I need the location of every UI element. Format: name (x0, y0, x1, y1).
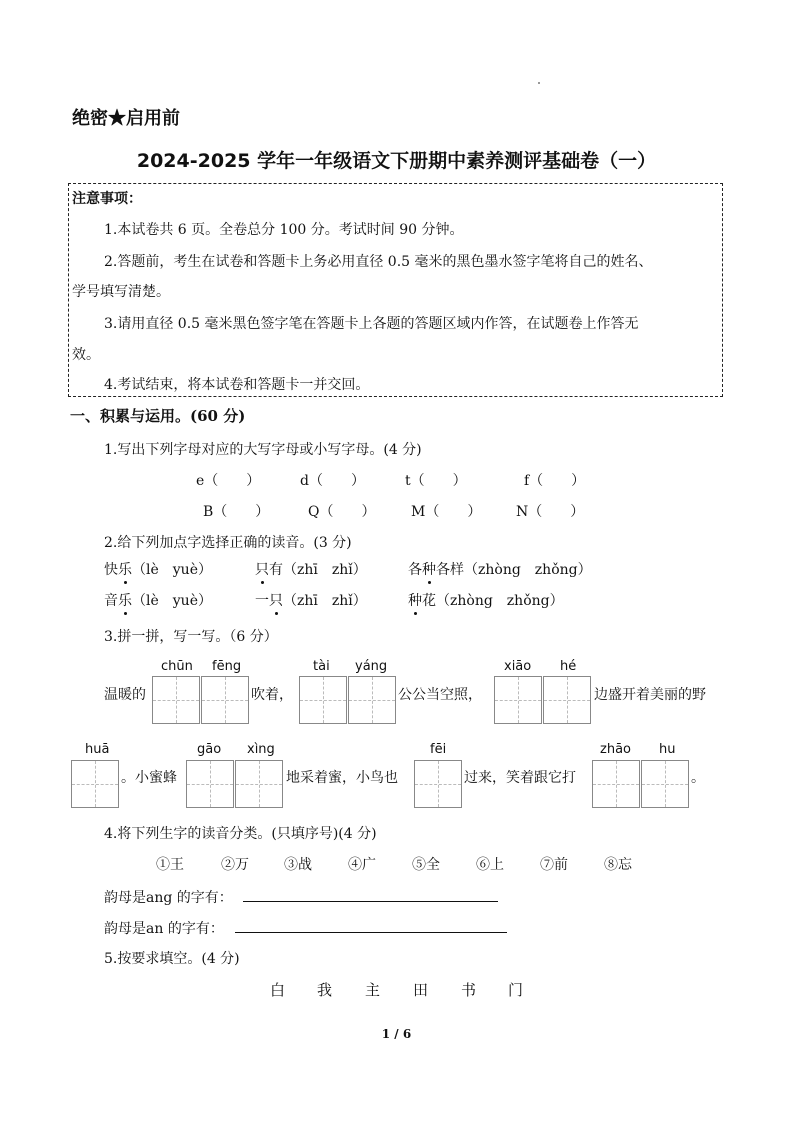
writing-box[interactable] (414, 760, 462, 808)
writing-box[interactable] (592, 760, 640, 808)
exam-title: 2024-2025 学年一年级语文下册期中素养测评基础卷（一） (136, 150, 657, 172)
notice-item-3a: 3.请用直径 0.5 毫米黑色签字笔在答题卡上各题的答题区域内作答，在试题卷上作答无 (104, 316, 639, 332)
notice-heading: 注意事项： (72, 191, 142, 207)
q4-char-1: ①王 (156, 857, 184, 873)
q3-text-4: 边盛开着美丽的野 (594, 687, 706, 703)
writing-box[interactable] (348, 676, 396, 724)
q4-char-2: ②万 (221, 857, 249, 873)
q3-pinyin-chun: chūn (161, 659, 193, 674)
q2-title: 2.给下列加点字选择正确的读音。(3 分) (104, 535, 352, 551)
writing-box[interactable] (152, 676, 200, 724)
q1-letter-f: f（ ） (524, 473, 586, 489)
q1-letter-e: e（ ） (196, 473, 261, 489)
q4-char-4: ④广 (348, 857, 376, 873)
q3-pinyin-hu: hu (659, 742, 676, 757)
q3-pinyin-he: hé (560, 659, 577, 674)
writing-box[interactable] (494, 676, 542, 724)
answer-line-ang[interactable] (243, 901, 498, 902)
q5-char-4: 田 (413, 981, 429, 999)
q1-letter-B: B（ ） (203, 504, 270, 520)
q4-char-5: ⑤全 (412, 857, 440, 873)
q3-pinyin-yang: yáng (355, 659, 388, 674)
q5-char-3: 主 (365, 981, 381, 999)
q1-letter-Q: Q（ ） (308, 504, 376, 520)
q3-text-3: 公公当空照， (398, 687, 482, 703)
writing-box[interactable] (186, 760, 234, 808)
section-1-title: 一、积累与运用。(60 分) (70, 407, 246, 425)
q4-title: 4.将下列生字的读音分类。(只填序号)(4 分) (104, 826, 377, 842)
q2-item-yinyue: 音乐（lè yuè） (104, 590, 212, 610)
answer-line-an[interactable] (235, 932, 507, 933)
q3-text-7: 过来，笑着跟它打 (464, 770, 576, 786)
q1-letter-d: d（ ） (300, 473, 365, 489)
q3-title: 3.拼一拼，写一写。（6 分） (104, 629, 278, 645)
q5-title: 5.按要求填空。(4 分) (104, 951, 240, 967)
q4-char-3: ③战 (284, 857, 312, 873)
q4-char-8: ⑧忘 (604, 857, 632, 873)
q2-item-yizhi: 一只（zhī zhǐ） (255, 590, 367, 610)
q3-pinyin-tai: tài (313, 659, 330, 674)
writing-box[interactable] (543, 676, 591, 724)
q1-letter-M: M（ ） (411, 504, 482, 520)
q1-title: 1.写出下列字母对应的大写字母或小写字母。(4 分) (104, 442, 422, 458)
q5-char-1: 白 (270, 981, 286, 999)
writing-box[interactable] (235, 760, 283, 808)
q2-item-gezhong: 各种各样（zhòng zhǒng） (408, 559, 592, 579)
q5-char-6: 门 (508, 981, 524, 999)
writing-box[interactable] (299, 676, 347, 724)
q4-ang-label: 韵母是ang 的字有： (104, 890, 233, 906)
q3-text-1: 温暖的 (104, 687, 146, 703)
q3-pinyin-fei: fēi (430, 742, 447, 757)
q2-item-zhiyou: 只有（zhī zhǐ） (255, 559, 367, 579)
q5-char-2: 我 (317, 981, 333, 999)
q3-pinyin-hua: huā (85, 742, 110, 757)
notice-item-4: 4.考试结束，将本试卷和答题卡一并交回。 (104, 377, 370, 393)
confidential-label: 绝密★启用前 (72, 108, 180, 129)
q3-pinyin-feng: fēng (212, 659, 242, 674)
writing-box[interactable] (201, 676, 249, 724)
notice-item-2a: 2.答题前，考生在试卷和答题卡上务必用直径 0.5 毫米的黑色墨水签字笔将自己的姓名、 (104, 254, 653, 270)
notice-item-3b: 效。 (72, 347, 100, 363)
q2-item-kuaile: 快乐（lè yuè） (104, 559, 212, 579)
q1-letter-N: N（ ） (516, 504, 585, 520)
page-number: 1 / 6 (381, 1027, 412, 1041)
q1-letter-t: t（ ） (405, 473, 467, 489)
q3-text-6: 地采着蜜，小鸟也 (286, 770, 398, 786)
q2-item-zhonghua: 种花（zhòng zhǒng） (408, 590, 564, 610)
q3-pinyin-zhao: zhāo (600, 742, 631, 757)
q3-text-8: 。 (691, 770, 705, 786)
q3-pinyin-xing: xìng (247, 742, 275, 757)
scan-dot (538, 82, 540, 84)
notice-item-1: 1.本试卷共 6 页。全卷总分 100 分。考试时间 90 分钟。 (104, 222, 464, 238)
q5-char-5: 书 (461, 981, 477, 999)
q4-char-7: ⑦前 (540, 857, 568, 873)
writing-box[interactable] (71, 760, 119, 808)
q4-an-label: 韵母是an 的字有： (104, 921, 224, 937)
q3-text-5: 。小蜜蜂 (121, 770, 177, 786)
q3-text-2: 吹着， (251, 687, 293, 703)
writing-box[interactable] (641, 760, 689, 808)
notice-item-2b: 学号填写清楚。 (72, 284, 170, 300)
q3-pinyin-xiao: xiāo (504, 659, 532, 674)
q4-char-6: ⑥上 (476, 857, 504, 873)
q3-pinyin-gao: gāo (197, 742, 222, 757)
